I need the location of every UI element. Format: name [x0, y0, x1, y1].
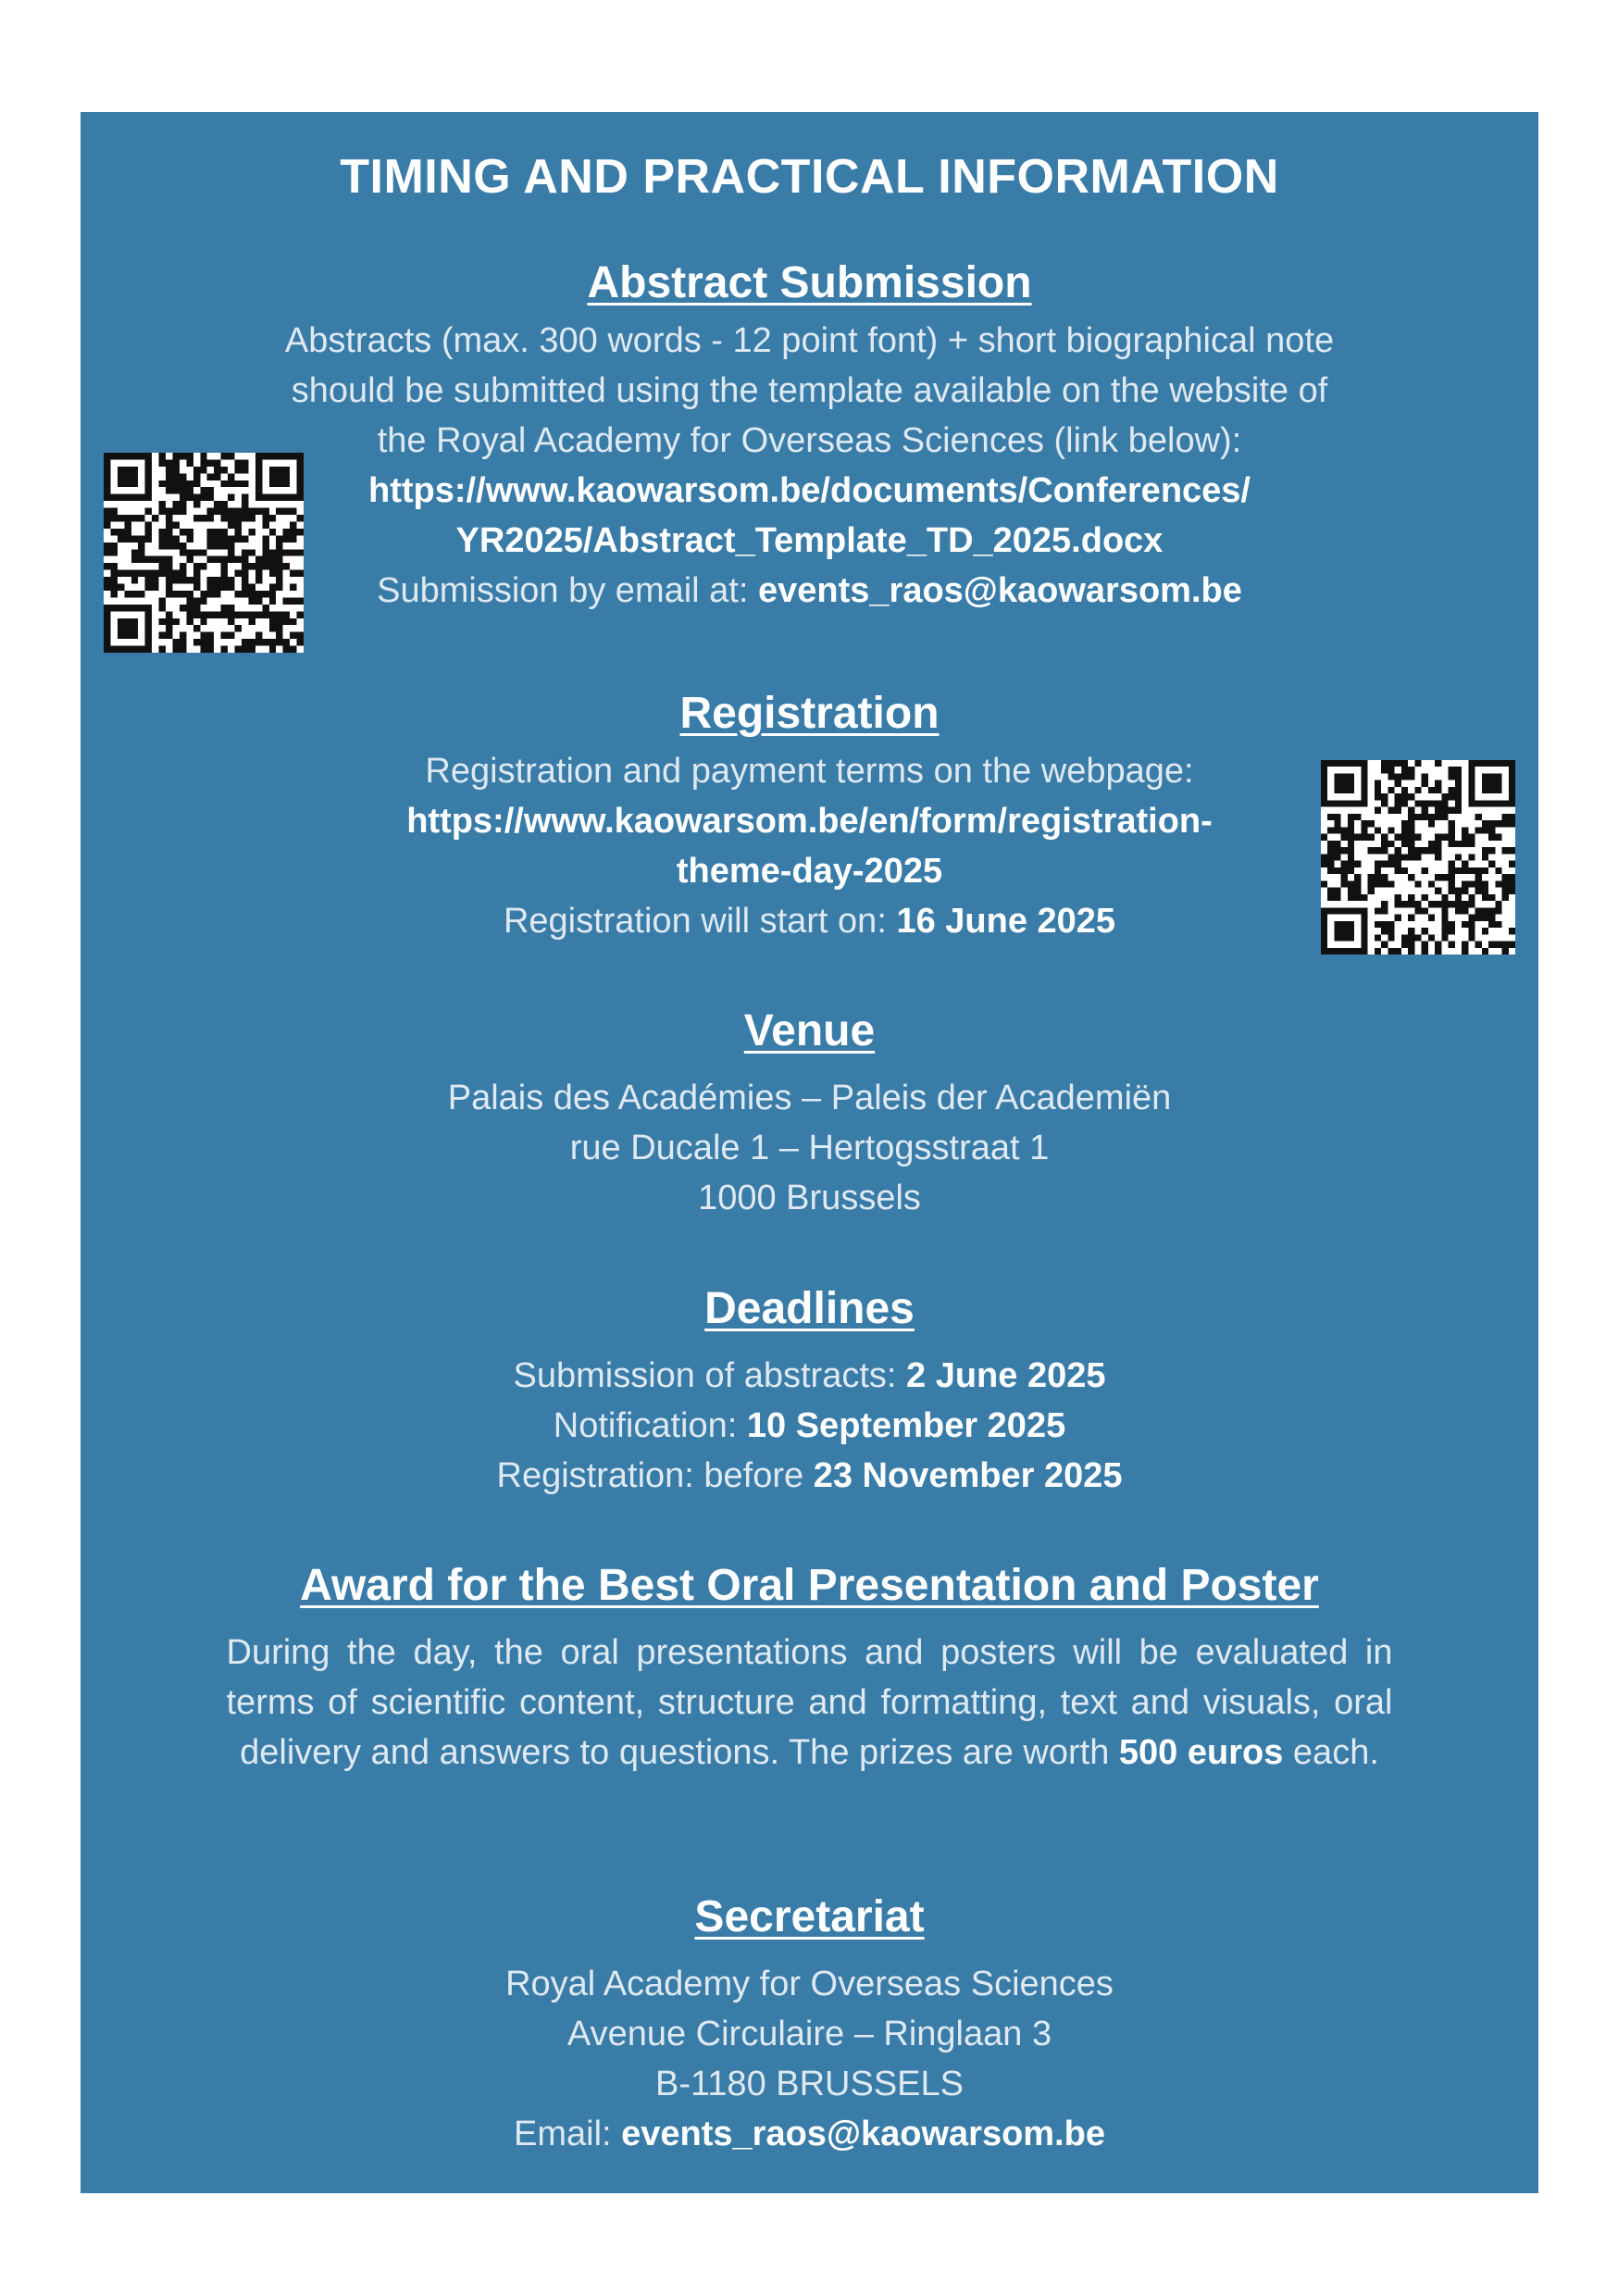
deadline-label: Notification:: [553, 1406, 738, 1445]
registration-link-line-1[interactable]: https://www.kaowarsom.be/en/form/registration-: [406, 802, 1213, 841]
secretariat-line-1: Royal Academy for Overseas Sciences: [505, 1965, 1114, 2003]
qr-code-icon[interactable]: [1321, 760, 1515, 955]
secretariat-heading: Secretariat: [694, 1892, 925, 1941]
award-heading: Award for the Best Oral Presentation and Poster: [300, 1561, 1319, 1610]
deadline-date: 23 November 2025: [813, 1456, 1123, 1495]
secretariat-line-3: B-1180 BRUSSELS: [654, 2065, 965, 2103]
registration-line-1: Registration and payment terms on the webpage:: [425, 752, 1194, 791]
abstract-link-line-2[interactable]: YR2025/Abstract_Template_TD_2025.docx: [455, 521, 1164, 560]
deadline-item: [81, 1451, 1538, 1501]
abstract-line-3: the Royal Academy for Overseas Sciences (link below):: [377, 421, 1242, 460]
registration-section: [81, 681, 1538, 946]
registration-start-date: 16 June 2025: [896, 902, 1116, 941]
registration-heading: Registration: [679, 689, 940, 738]
venue-heading: Venue: [743, 1006, 876, 1055]
deadline-label: Submission of abstracts:: [513, 1356, 897, 1395]
registration-start-line: [81, 896, 1538, 946]
award-amount: 500 euros: [1118, 1733, 1284, 1772]
deadlines-heading: Deadlines: [704, 1284, 915, 1333]
deadlines-section: [81, 1277, 1538, 1501]
award-description: During the day, the oral presentations and posters will be evaluated in terms of scientific content, structure and formatting, text and visuals, oral delivery and answers to questions. The prizes are worth: [226, 1633, 1393, 1772]
venue-line-1: Palais des Académies – Paleis der Academiën: [447, 1079, 1172, 1117]
award-section: [81, 1554, 1538, 1778]
secretariat-email-link[interactable]: events_raos@kaowarsom.be: [621, 2115, 1105, 2153]
info-panel: [81, 112, 1538, 2193]
deadline-label: Registration: before: [496, 1456, 804, 1495]
abstract-email-prefix: Submission by email at:: [377, 571, 749, 610]
qr-code-icon[interactable]: [104, 453, 304, 653]
registration-link-line-2[interactable]: theme-day-2025: [676, 852, 943, 891]
abstract-email-link[interactable]: events_raos@kaowarsom.be: [758, 571, 1242, 610]
award-suffix: each.: [1292, 1733, 1379, 1772]
venue-line-3: 1000 Brussels: [698, 1179, 921, 1217]
secretariat-section: [81, 1885, 1538, 2159]
venue-section: [81, 999, 1538, 1223]
award-text: [227, 1628, 1393, 1778]
abstract-link-line-1[interactable]: https://www.kaowarsom.be/documents/Conferences/: [367, 471, 1251, 510]
abstract-line-2: should be submitted using the template available on the website of: [291, 371, 1328, 410]
deadline-date: 10 September 2025: [746, 1406, 1066, 1445]
secretariat-email-line: [81, 2109, 1538, 2159]
registration-link[interactable]: [81, 796, 1538, 896]
registration-start-prefix: Registration will start on:: [503, 902, 887, 941]
deadline-item: [81, 1401, 1538, 1451]
abstract-heading: Abstract Submission: [587, 258, 1032, 307]
venue-line-2: rue Ducale 1 – Hertogsstraat 1: [569, 1129, 1050, 1167]
abstract-line-1: Abstracts (max. 300 words - 12 point font) + short biographical note: [284, 321, 1335, 360]
page-title: TIMING AND PRACTICAL INFORMATION: [340, 150, 1279, 204]
deadline-date: 2 June 2025: [906, 1356, 1106, 1395]
secretariat-email-prefix: Email:: [514, 2115, 612, 2153]
deadline-item: [81, 1351, 1538, 1401]
secretariat-line-2: Avenue Circulaire – Ringlaan 3: [566, 2015, 1052, 2053]
